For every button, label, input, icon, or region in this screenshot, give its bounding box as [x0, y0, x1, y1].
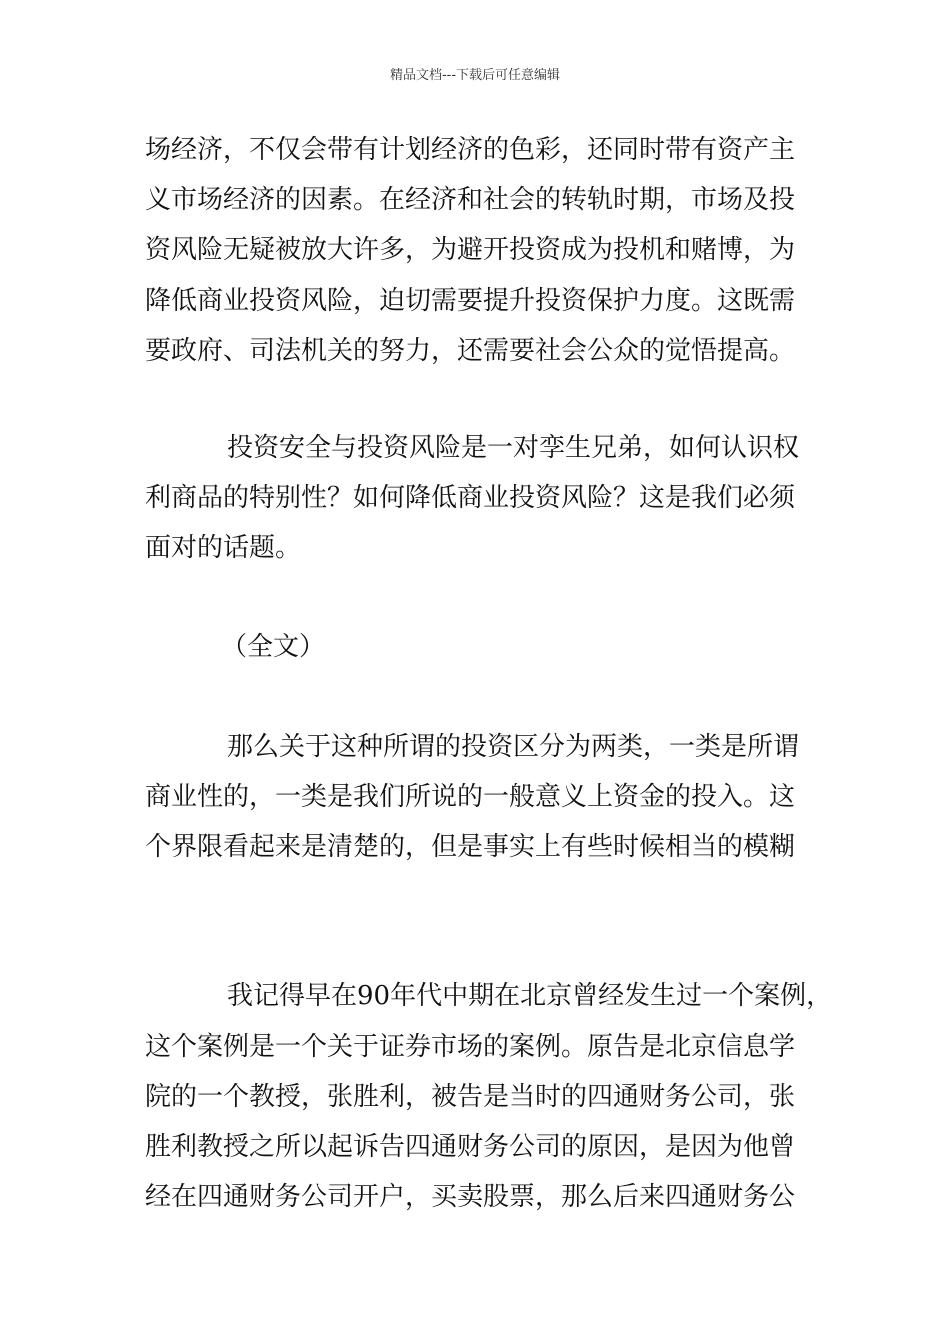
text-line: 利商品的特别性？如何降低商业投资风险？这是我们必须: [145, 483, 796, 513]
text-line: 胜利教授之所以起诉告四通财务公司的原因，是因为他曾: [145, 1132, 796, 1162]
page-header: 精品文档---下载后可任意编辑: [389, 68, 561, 83]
text-line: 院的一个教授，张胜利，被告是当时的四通财务公司，张: [145, 1082, 796, 1112]
text-line: 面对的话题。: [145, 533, 302, 563]
text-line: 经在四通财务公司开户，买卖股票，那么后来四通财务公: [145, 1182, 796, 1212]
text-line: 我记得早在90年代中期在北京曾经发生过一个案例，: [227, 981, 833, 1011]
text-line: （全文）: [221, 632, 326, 662]
text-line: 投资安全与投资风险是一对孪生兄弟，如何认识权: [227, 433, 800, 463]
text-line: 场经济，不仅会带有计划经济的色彩，还同时带有资产主: [145, 135, 796, 165]
text-line: 那么关于这种所谓的投资区分为两类，一类是所谓: [227, 732, 800, 762]
text-line: 个界限看起来是清楚的，但是事实上有些时候相当的模糊: [145, 832, 796, 862]
text-line: 商业性的，一类是我们所说的一般意义上资金的投入。这: [145, 782, 796, 812]
text-line: 义市场经济的因素。在经济和社会的转轨时期，市场及投: [145, 185, 796, 215]
text-line: 要政府、司法机关的努力，还需要社会公众的觉悟提高。: [145, 336, 796, 366]
text-line: 这个案例是一个关于证券市场的案例。原告是北京信息学: [145, 1032, 796, 1062]
text-line: 降低商业投资风险，迫切需要提升投资保护力度。这既需: [145, 286, 796, 316]
text-line: 资风险无疑被放大许多，为避开投资成为投机和赌博，为: [145, 235, 796, 265]
